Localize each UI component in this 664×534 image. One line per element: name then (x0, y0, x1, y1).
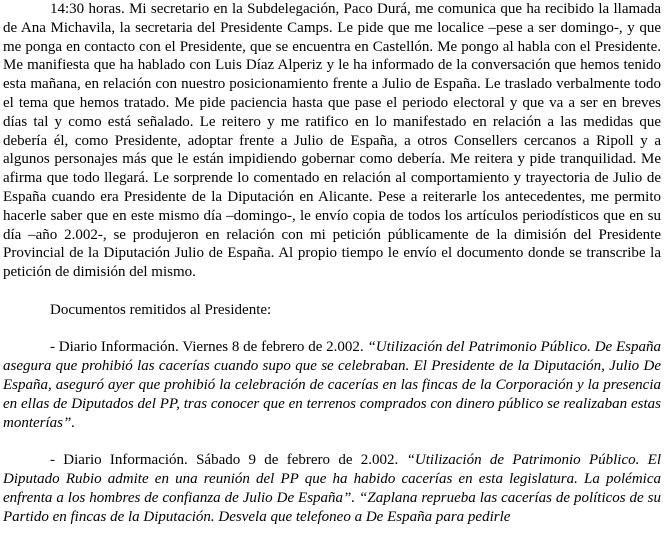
document-page (3, 0, 661, 526)
list-item-article-1 (3, 338, 661, 432)
article-source: - Diario Información. Sábado 9 de febrero de 2.002. (50, 452, 407, 469)
list-item-article-2 (3, 451, 661, 526)
article-source: - Diario Información. Viernes 8 de febrero de 2.002. (50, 339, 368, 356)
paragraph-documents-heading: Documentos remitidos al Presidente: (50, 301, 272, 318)
article-quote: “Utilización de Patrimonio Público. El Diputado Rubio admite en una reunión del PP que ha habido cacerías en esta legislatura. La polémica enfrenta a los hombres de confianza de Julio De España”. “Zaplana reprueba las cacerías de políticos de su Partido en fincas de la Diputación. Desvela que telefoneo a De España para pedirle (3, 452, 661, 525)
paragraph-phone-call: 14:30 horas. Mi secretario en la Subdelegación, Paco Durá, me comunica que ha recibido la llamada de Ana Michavila, la secretaria del Presidente Camps. Le pide que me localice –pese a ser domingo-, y que me ponga en contacto con el Presidente, que se encuentra en Castellón. Me pongo al habla con el Presidente. Me manifiesta que ha hablado con Luis Díaz Alperiz y le ha informado de la conversación que hemos tenido esta mañana, en relación con nuestro posicionamiento frente a Julio de España. Le traslado verbalmente todo el tema que hemos tratado. Me pide paciencia hasta que pase el periodo electoral y que va a ser en breves días tal y como está señalado. Le reitero y me ratifico en lo manifestado en relación a las medidas que debería él, como Presidente, adoptar frente a Julio de España, a otros Consellers cercanos a Ripoll y a algunos personajes más que le están impidiendo gobernar como debería. Me reitera y pide tranquilidad. Me afirma que todo llegará. Le sorprende lo comentado en relación al comportamiento y trayectoria de Julio de España cuando era Presidente de la Diputación en Alicante. Pese a reiterarle los antecedentes, me permito hacerle saber que en este mismo día –domingo-, le envío copia de todos los artículos periodísticos que en su día –año 2.002-, se produjeron en relación con mi petición públicamente de la dimisión del Presidente Provincial de la Diputación Julio de España. Al propio tiempo le envío el documento donde se transcribe la petición de dimisión del mismo. (3, 1, 661, 281)
article-quote: “Utilización del Patrimonio Público. De España asegura que prohibió las cacerías cuando supo que se celebraban. El Presidente de la Diputación, Julio De España, aseguró ayer que prohibió la celebración de cacerías en las fincas de la Corporación y la presencia en ellas de Diputados del PP, tras conocer que en terrenos comprados con dinero público se realizaban estas monterías”. (3, 339, 661, 431)
